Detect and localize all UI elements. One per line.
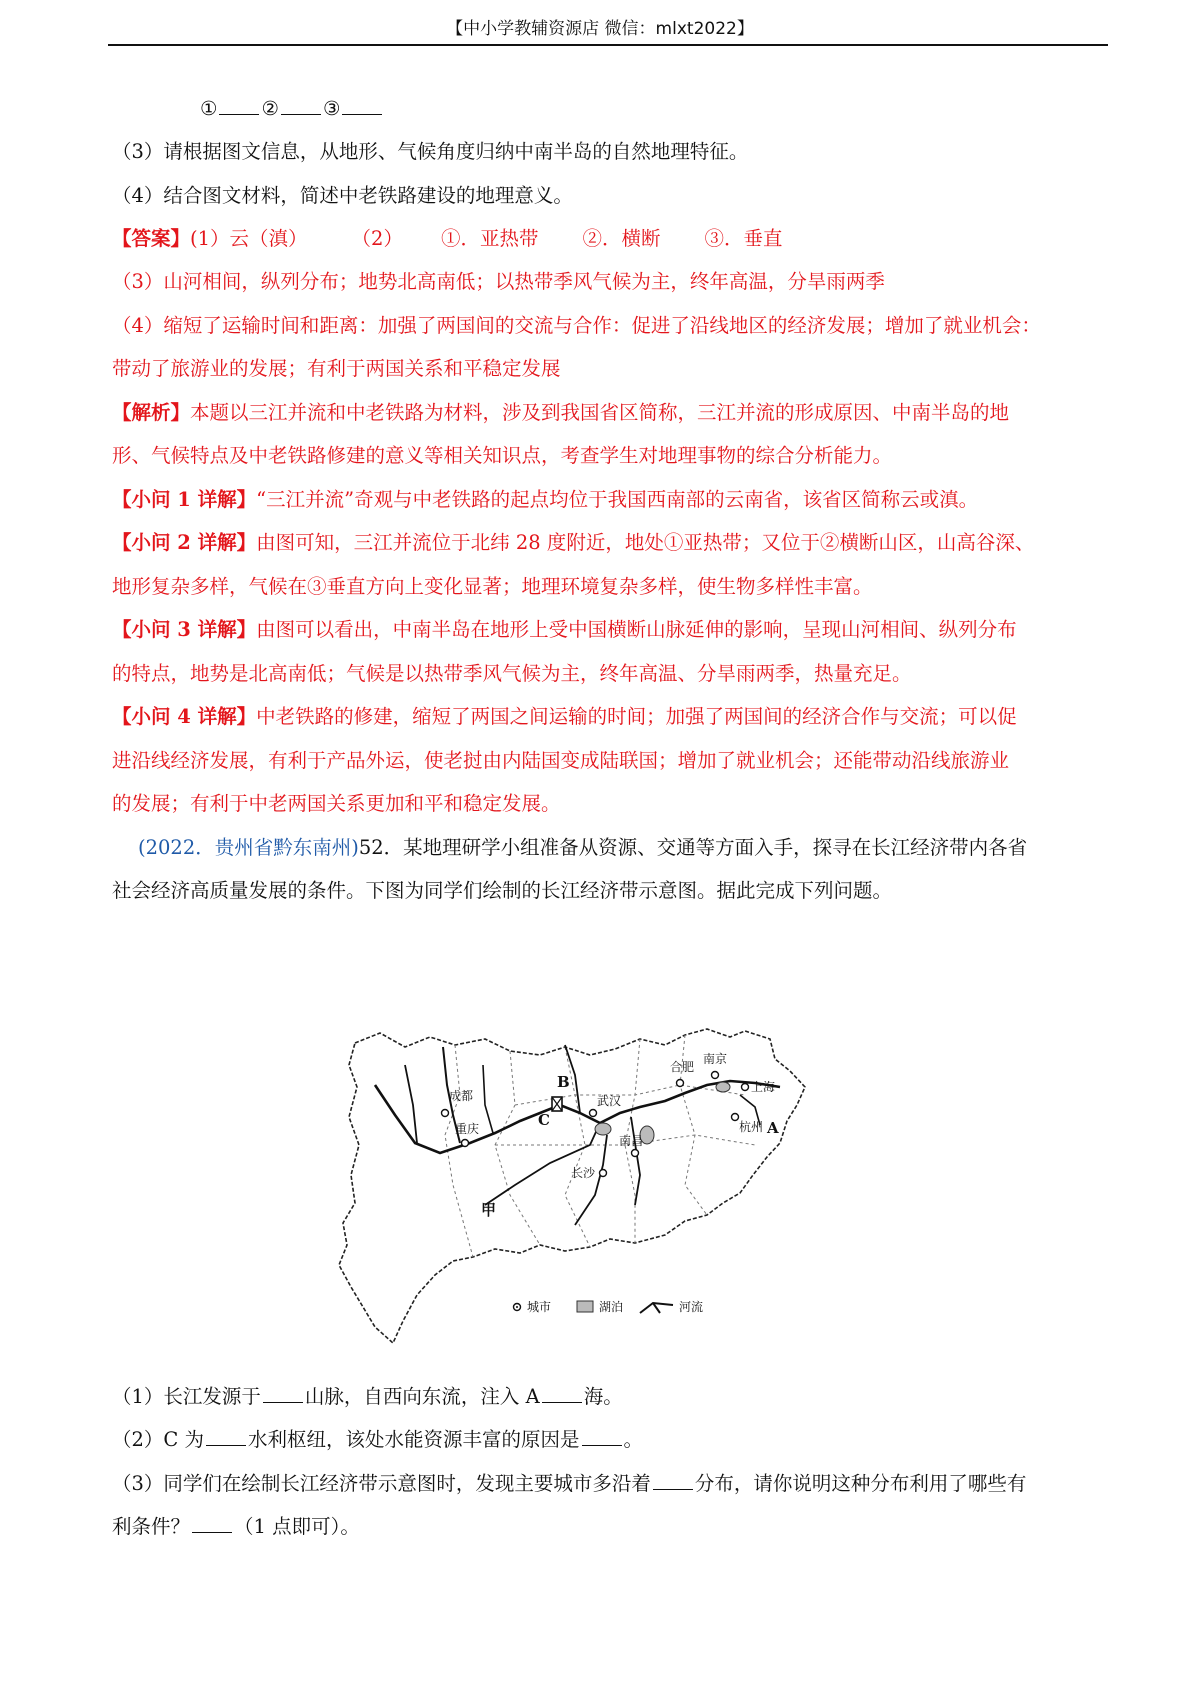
detail-3-line-1 bbox=[112, 617, 1102, 643]
legend-river-symbol bbox=[640, 1303, 673, 1313]
lake bbox=[595, 1123, 611, 1135]
detail-2-text: 由图可知，三江并流位于北纬 28 度附近，地处①亚热带；又位于②横断山区，山高谷深、 bbox=[256, 531, 1035, 554]
question-52-line-2: 社会经济高质量发展的条件。下图为同学们绘制的长江经济带示意图。据此完成下列问题。 bbox=[112, 879, 893, 902]
tributary bbox=[483, 1065, 493, 1133]
answer-blank bbox=[342, 96, 382, 115]
analysis-line-2: 形、气候特点及中老铁路修建的意义等相关知识点，考查学生对地理事物的综合分析能力。 bbox=[112, 444, 893, 467]
detail-1-line-1 bbox=[112, 487, 1102, 513]
map-letter-b: B bbox=[557, 1073, 570, 1091]
question-52-line-1 bbox=[138, 835, 1128, 861]
city-label: 南昌 bbox=[619, 1134, 644, 1148]
question-3: （3）请根据图文信息，从地形、气候角度归纳中南半岛的自然地理特征。 bbox=[112, 140, 749, 163]
city-label: 成都 bbox=[449, 1089, 474, 1103]
map-letter-a: A bbox=[767, 1119, 779, 1137]
answer-blank bbox=[582, 1427, 622, 1446]
sub-question-3-text-b: 分布，请你说明这种分布利用了哪些有 bbox=[694, 1472, 1027, 1495]
detail-3-line-2: 的特点，地势是北高南低；气候是以热带季风气候为主，终年高温、分旱雨两季，热量充足。 bbox=[112, 662, 912, 685]
answer-4-line-2: 带动了旅游业的发展；有利于两国关系和平稳定发展 bbox=[112, 357, 561, 380]
city-label: 上海 bbox=[751, 1080, 776, 1094]
detail-4-text: 中老铁路的修建，缩短了两国之间运输的时间；加强了两国间的经济合作与交流；可以促 bbox=[256, 705, 1017, 728]
header-divider bbox=[108, 44, 1108, 46]
blank-label-2: ② bbox=[261, 97, 279, 120]
answer-blank bbox=[653, 1471, 693, 1490]
answer-2-item-2: ②．横断 bbox=[582, 227, 661, 250]
legend-river-label: 河流 bbox=[679, 1300, 704, 1314]
answer-blank bbox=[206, 1427, 246, 1446]
city-label: 杭州 bbox=[739, 1120, 764, 1134]
sub-question-3-text-c: 利条件？ bbox=[112, 1515, 191, 1538]
sub-question-2-text-a: （2）C 为 bbox=[112, 1428, 205, 1451]
tributary bbox=[575, 1135, 607, 1225]
question-source: (2022．贵州省黔东南州) bbox=[138, 836, 359, 859]
detail-4-line-1 bbox=[112, 704, 1102, 730]
answer-2-item-1: ①．亚热带 bbox=[440, 227, 539, 250]
sub-question-2-text-b: 水利枢纽，该处水能资源丰富的原因是 bbox=[248, 1428, 580, 1451]
answer-blank bbox=[281, 96, 321, 115]
detail-2-label: 【小问 2 详解】 bbox=[112, 531, 257, 554]
answer-label: 【答案】 bbox=[112, 227, 191, 250]
question-4: （4）结合图文材料，简述中老铁路建设的地理意义。 bbox=[112, 184, 573, 207]
detail-2-line-1 bbox=[112, 530, 1102, 556]
sub-question-3-line-1 bbox=[112, 1471, 1102, 1497]
sub-question-2-text-c: 。 bbox=[623, 1428, 644, 1451]
sub-question-1 bbox=[112, 1384, 1102, 1410]
answer-blank bbox=[542, 1384, 582, 1403]
blank-line bbox=[200, 96, 1190, 122]
detail-3-label: 【小问 3 详解】 bbox=[112, 618, 257, 641]
sub-question-2 bbox=[112, 1427, 1102, 1453]
answer-4-line-1: （4）缩短了运输时间和距离：加强了两国间的交流与合作：促进了沿线地区的经济发展；增加了就业机会： bbox=[112, 314, 1041, 337]
detail-4-label: 【小问 4 详解】 bbox=[112, 705, 257, 728]
city-label: 长沙 bbox=[571, 1166, 596, 1180]
city-label: 武汉 bbox=[597, 1094, 622, 1108]
answer-line-1 bbox=[112, 226, 1102, 252]
blank-label-1: ① bbox=[200, 97, 218, 120]
answer-3: （3）山河相间，纵列分布；地势北高南低；以热带季风气候为主，终年高温，分旱雨两季 bbox=[112, 270, 885, 293]
legend-lake-label: 湖泊 bbox=[599, 1300, 624, 1314]
detail-3-text: 由图可以看出，中南半岛在地形上受中国横断山脉延伸的影响，呈现山河相间、纵列分布 bbox=[256, 618, 1017, 641]
sub-question-1-text-c: 海。 bbox=[583, 1385, 623, 1408]
analysis-label: 【解析】 bbox=[112, 401, 191, 424]
yangtze-economic-belt-map bbox=[335, 1025, 855, 1350]
question-52-text-1: 某地理研学小组准备从资源、交通等方面入手，探寻在长江经济带内各省 bbox=[403, 836, 1028, 859]
answer-blank bbox=[192, 1514, 232, 1533]
sub-question-3-text-d: （1 点即可）。 bbox=[234, 1515, 360, 1538]
answer-2-item-3: ③．垂直 bbox=[704, 227, 783, 250]
sub-question-1-text-b: 山脉，自西向东流，注入 A bbox=[304, 1385, 540, 1408]
analysis-line-1 bbox=[112, 400, 1102, 426]
detail-2-line-2: 地形复杂多样，气候在③垂直方向上变化显著；地理环境复杂多样，使生物多样性丰富。 bbox=[112, 575, 873, 598]
city-label: 重庆 bbox=[455, 1122, 480, 1136]
detail-1-text: “三江并流”奇观与中老铁路的起点均位于我国西南部的云南省，该省区简称云或滇。 bbox=[256, 488, 979, 511]
detail-4-line-3: 的发展；有利于中老两国关系更加和平和稳定发展。 bbox=[112, 792, 561, 815]
detail-4-line-2: 进沿线经济发展，有利于产品外运，使老挝由内陆国变成陆联国；增加了就业机会；还能带动沿线旅游业 bbox=[112, 749, 1010, 772]
question-number: 52． bbox=[358, 836, 404, 859]
sub-question-3-text-a: （3）同学们在绘制长江经济带示意图时，发现主要城市多沿着 bbox=[112, 1472, 651, 1495]
lake bbox=[716, 1082, 730, 1092]
blank-label-3: ③ bbox=[322, 97, 341, 120]
city-label: 合肥 bbox=[670, 1060, 695, 1074]
answer-blank bbox=[263, 1384, 303, 1403]
map-letter-c: C bbox=[538, 1111, 550, 1129]
sub-question-3-line-2 bbox=[112, 1514, 1102, 1540]
answer-blank bbox=[219, 96, 259, 115]
tributary bbox=[631, 1117, 640, 1205]
answer-1: (1）云（滇） bbox=[190, 227, 308, 250]
analysis-text-1: 本题以三江并流和中老铁路为材料，涉及到我国省区简称，三江并流的形成原因、中南半岛的地 bbox=[190, 401, 1010, 424]
legend-lake-symbol bbox=[577, 1301, 593, 1312]
sub-question-1-text-a: （1）长江发源于 bbox=[112, 1385, 261, 1408]
page-header: 【中小学教辅资源店 微信：mlxt2022】 bbox=[446, 19, 754, 39]
detail-1-label: 【小问 1 详解】 bbox=[112, 488, 257, 511]
map-letter-jia: 甲 bbox=[481, 1201, 497, 1219]
legend-city-label: 城市 bbox=[527, 1300, 552, 1314]
answer-2-label: （2） bbox=[351, 227, 403, 250]
region-outline bbox=[339, 1029, 805, 1343]
city-label: 南京 bbox=[703, 1052, 728, 1066]
